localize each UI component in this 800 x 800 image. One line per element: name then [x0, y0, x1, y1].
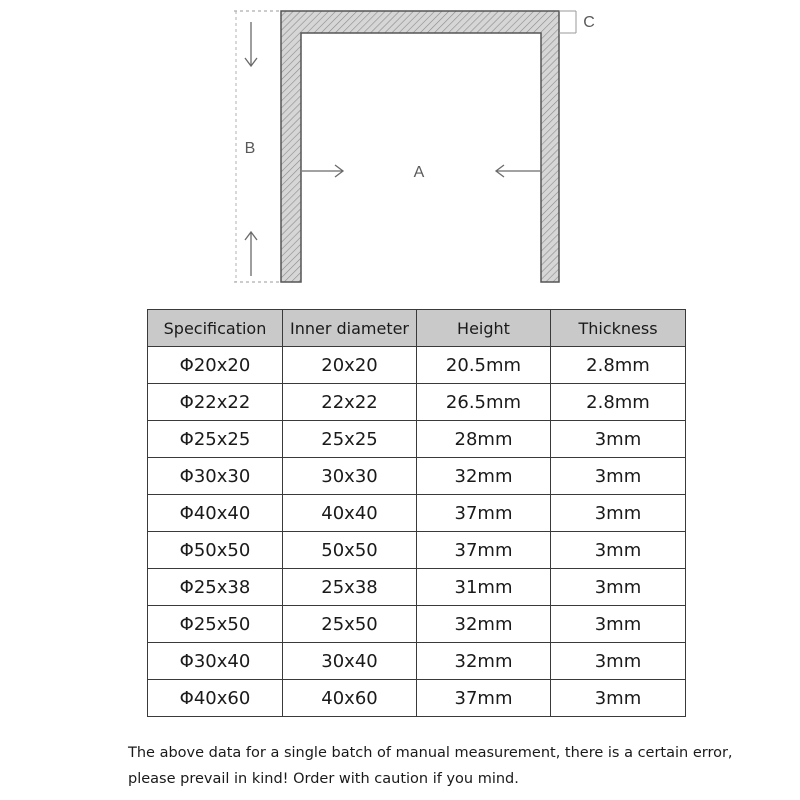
cap-cross-section-diagram [0, 0, 800, 300]
cell-inner-diameter: 20x20 [283, 347, 417, 384]
cell-specification: Φ30x40 [148, 643, 283, 680]
cell-inner-diameter: 50x50 [283, 532, 417, 569]
cap-wall [281, 11, 559, 282]
cell-thickness: 3mm [551, 458, 686, 495]
cell-height: 37mm [417, 532, 551, 569]
cell-specification: Φ50x50 [148, 532, 283, 569]
cell-thickness: 2.8mm [551, 384, 686, 421]
cell-inner-diameter: 40x60 [283, 680, 417, 717]
cell-thickness: 3mm [551, 643, 686, 680]
header-thickness: Thickness [551, 310, 686, 347]
dim-a-label: A [413, 164, 425, 181]
disclaimer-line-1: The above data for a single batch of manual measurement, there is a certain error, [128, 745, 733, 761]
specification-table [147, 309, 686, 717]
cell-specification: Φ40x60 [148, 680, 283, 717]
cell-specification: Φ30x30 [148, 458, 283, 495]
cell-specification: Φ40x40 [148, 495, 283, 532]
cell-height: 32mm [417, 643, 551, 680]
cell-inner-diameter: 40x40 [283, 495, 417, 532]
dim-a-arrow-left-icon [496, 165, 540, 177]
cell-specification: Φ20x20 [148, 347, 283, 384]
table-row [148, 458, 686, 495]
header-height: Height [417, 310, 551, 347]
header-inner-diameter: Inner diameter [283, 310, 417, 347]
cell-inner-diameter: 30x30 [283, 458, 417, 495]
table-row [148, 643, 686, 680]
dim-b-arrow-down-icon [245, 22, 257, 66]
table-row [148, 347, 686, 384]
cell-thickness: 3mm [551, 569, 686, 606]
cell-thickness: 3mm [551, 606, 686, 643]
dim-a-arrow-right-icon [302, 165, 343, 177]
cell-inner-diameter: 25x50 [283, 606, 417, 643]
cell-inner-diameter: 25x38 [283, 569, 417, 606]
table-row [148, 421, 686, 458]
cell-thickness: 2.8mm [551, 347, 686, 384]
cell-inner-diameter: 30x40 [283, 643, 417, 680]
disclaimer-line-2: please prevail in kind! Order with caution if you mind. [128, 771, 519, 787]
dim-b-arrow-up-icon [245, 232, 257, 276]
cell-height: 37mm [417, 495, 551, 532]
cell-height: 37mm [417, 680, 551, 717]
cell-specification: Φ22x22 [148, 384, 283, 421]
cell-specification: Φ25x38 [148, 569, 283, 606]
cell-height: 32mm [417, 458, 551, 495]
table-row [148, 569, 686, 606]
cell-height: 20.5mm [417, 347, 551, 384]
cell-thickness: 3mm [551, 532, 686, 569]
cell-thickness: 3mm [551, 495, 686, 532]
header-specification: Specification [148, 310, 283, 347]
cell-thickness: 3mm [551, 680, 686, 717]
cell-specification: Φ25x50 [148, 606, 283, 643]
table-row [148, 495, 686, 532]
measurement-disclaimer [128, 740, 788, 792]
dim-b-label: B [244, 140, 256, 157]
table-row [148, 606, 686, 643]
table-header-row [148, 310, 686, 347]
cell-height: 26.5mm [417, 384, 551, 421]
cell-inner-diameter: 22x22 [283, 384, 417, 421]
cell-height: 32mm [417, 606, 551, 643]
cell-height: 31mm [417, 569, 551, 606]
table-row [148, 680, 686, 717]
cell-thickness: 3mm [551, 421, 686, 458]
cell-height: 28mm [417, 421, 551, 458]
dim-c-label: C [583, 14, 595, 31]
table-row [148, 532, 686, 569]
table-row [148, 384, 686, 421]
cell-inner-diameter: 25x25 [283, 421, 417, 458]
cell-specification: Φ25x25 [148, 421, 283, 458]
